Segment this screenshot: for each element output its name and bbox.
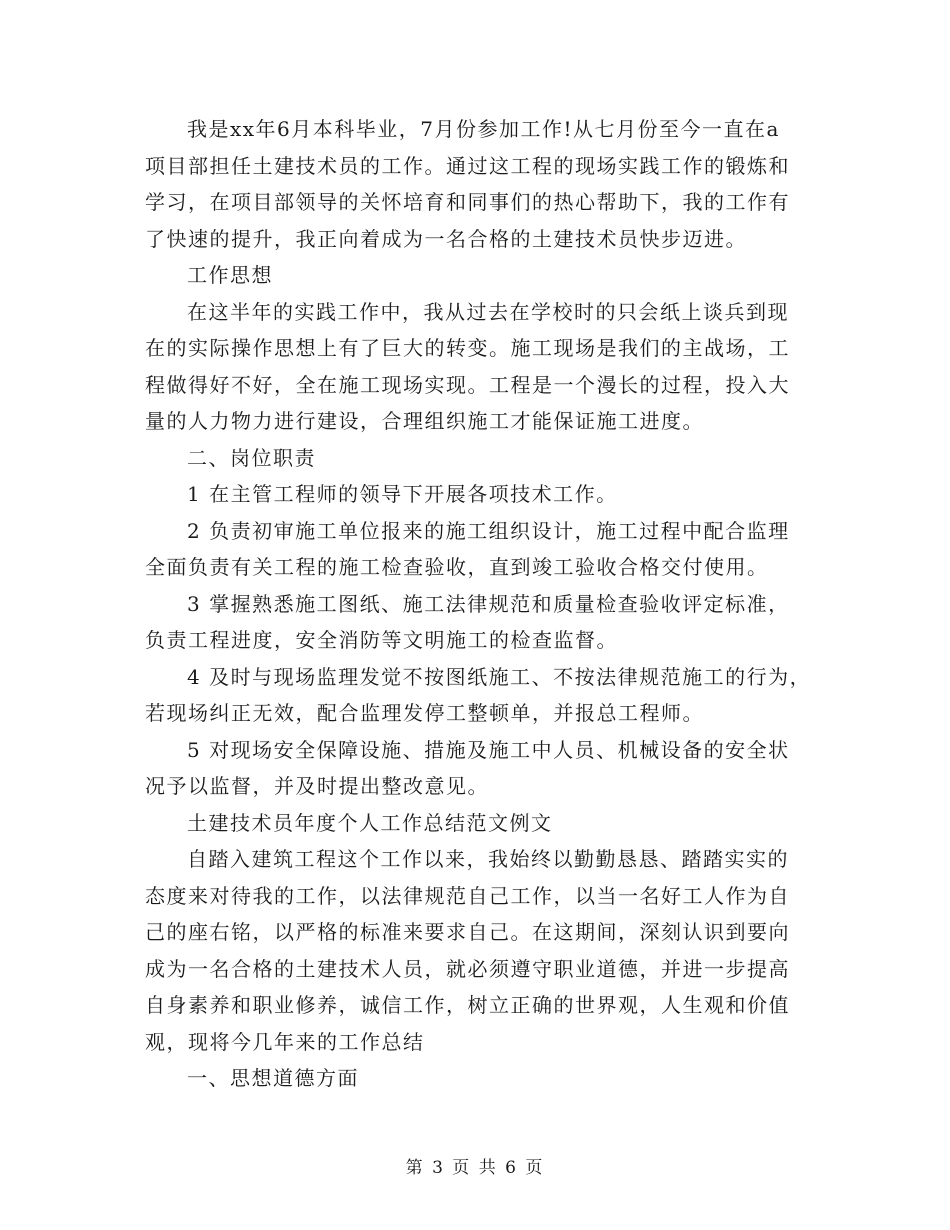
section-heading: 工作思想 [187,263,273,287]
body-line: 了快速的提升，我正向着成为一名合格的土建技术员快步迈进。 [145,226,747,251]
body-line: 自踏入建筑工程这个工作以来，我始终以勤勤恳恳、踏踏实实的 [187,847,789,871]
body-line: 程做得好不好，全在施工现场实现。工程是一个漫长的过程，投入大 [145,372,790,397]
body-line: 态度来对待我的工作，以法律规范自己工作，以当一名好工人作为自 [145,883,790,908]
body-line: 况予以监督，并及时提出整改意见。 [145,774,489,798]
list-item: 1 在主管工程师的领导下开展各项技术工作。 [187,482,618,506]
list-item: 3 掌握熟悉施工图纸、施工法律规范和质量检查验收评定标准， [187,591,790,616]
section-heading: 二、岗位职责 [187,445,316,470]
body-line: 项目部担任土建技术员的工作。通过这工程的现场实践工作的锻炼和 [145,153,790,178]
body-line: 若现场纠正无效，配合监理发停工整顿单，并报总工程师。 [145,701,704,725]
section-heading: 土建技术员年度个人工作总结范文例文 [187,810,553,835]
body-line: 在这半年的实践工作中，我从过去在学校时的只会纸上谈兵到现 [187,299,789,324]
body-line: 我是xx年6月本科毕业，7月份参加工作!从七月份至今一直在a [187,117,780,141]
section-heading: 一、思想道德方面 [187,1066,359,1090]
body-line: 观，现将今几年来的工作总结 [145,1029,425,1054]
list-item: 5 对现场安全保障设施、措施及施工中人员、机械设备的安全状 [187,737,790,762]
body-line: 在的实际操作思想上有了巨大的转变。施工现场是我们的主战场，工 [145,336,790,360]
body-line: 成为一名合格的土建技术人员，就必须遵守职业道德，并进一步提高 [145,956,790,981]
list-item: 4 及时与现场监理发觉不按图纸施工、不按法律规范施工的行为， [187,664,812,689]
body-line: 负责工程进度，安全消防等文明施工的检查监督。 [145,628,618,652]
body-line: 己的座右铭，以严格的标准来要求自己。在这期间，深刻认识到要向 [145,920,790,944]
body-line: 学习，在项目部领导的关怀培育和同事们的热心帮助下，我的工作有 [145,190,790,214]
page-number-footer: 第 3 页 共 6 页 [405,1158,545,1178]
body-line: 自身素养和职业修养，诚信工作，树立正确的世界观，人生观和价值 [145,993,790,1017]
body-line: 全面负责有关工程的施工检查验收，直到竣工验收合格交付使用。 [145,555,769,579]
body-line: 量的人力物力进行建设，合理组织施工才能保证施工进度。 [145,409,704,433]
list-item: 2 负责初审施工单位报来的施工组织设计，施工过程中配合监理 [187,518,790,543]
document-body [145,111,820,1097]
